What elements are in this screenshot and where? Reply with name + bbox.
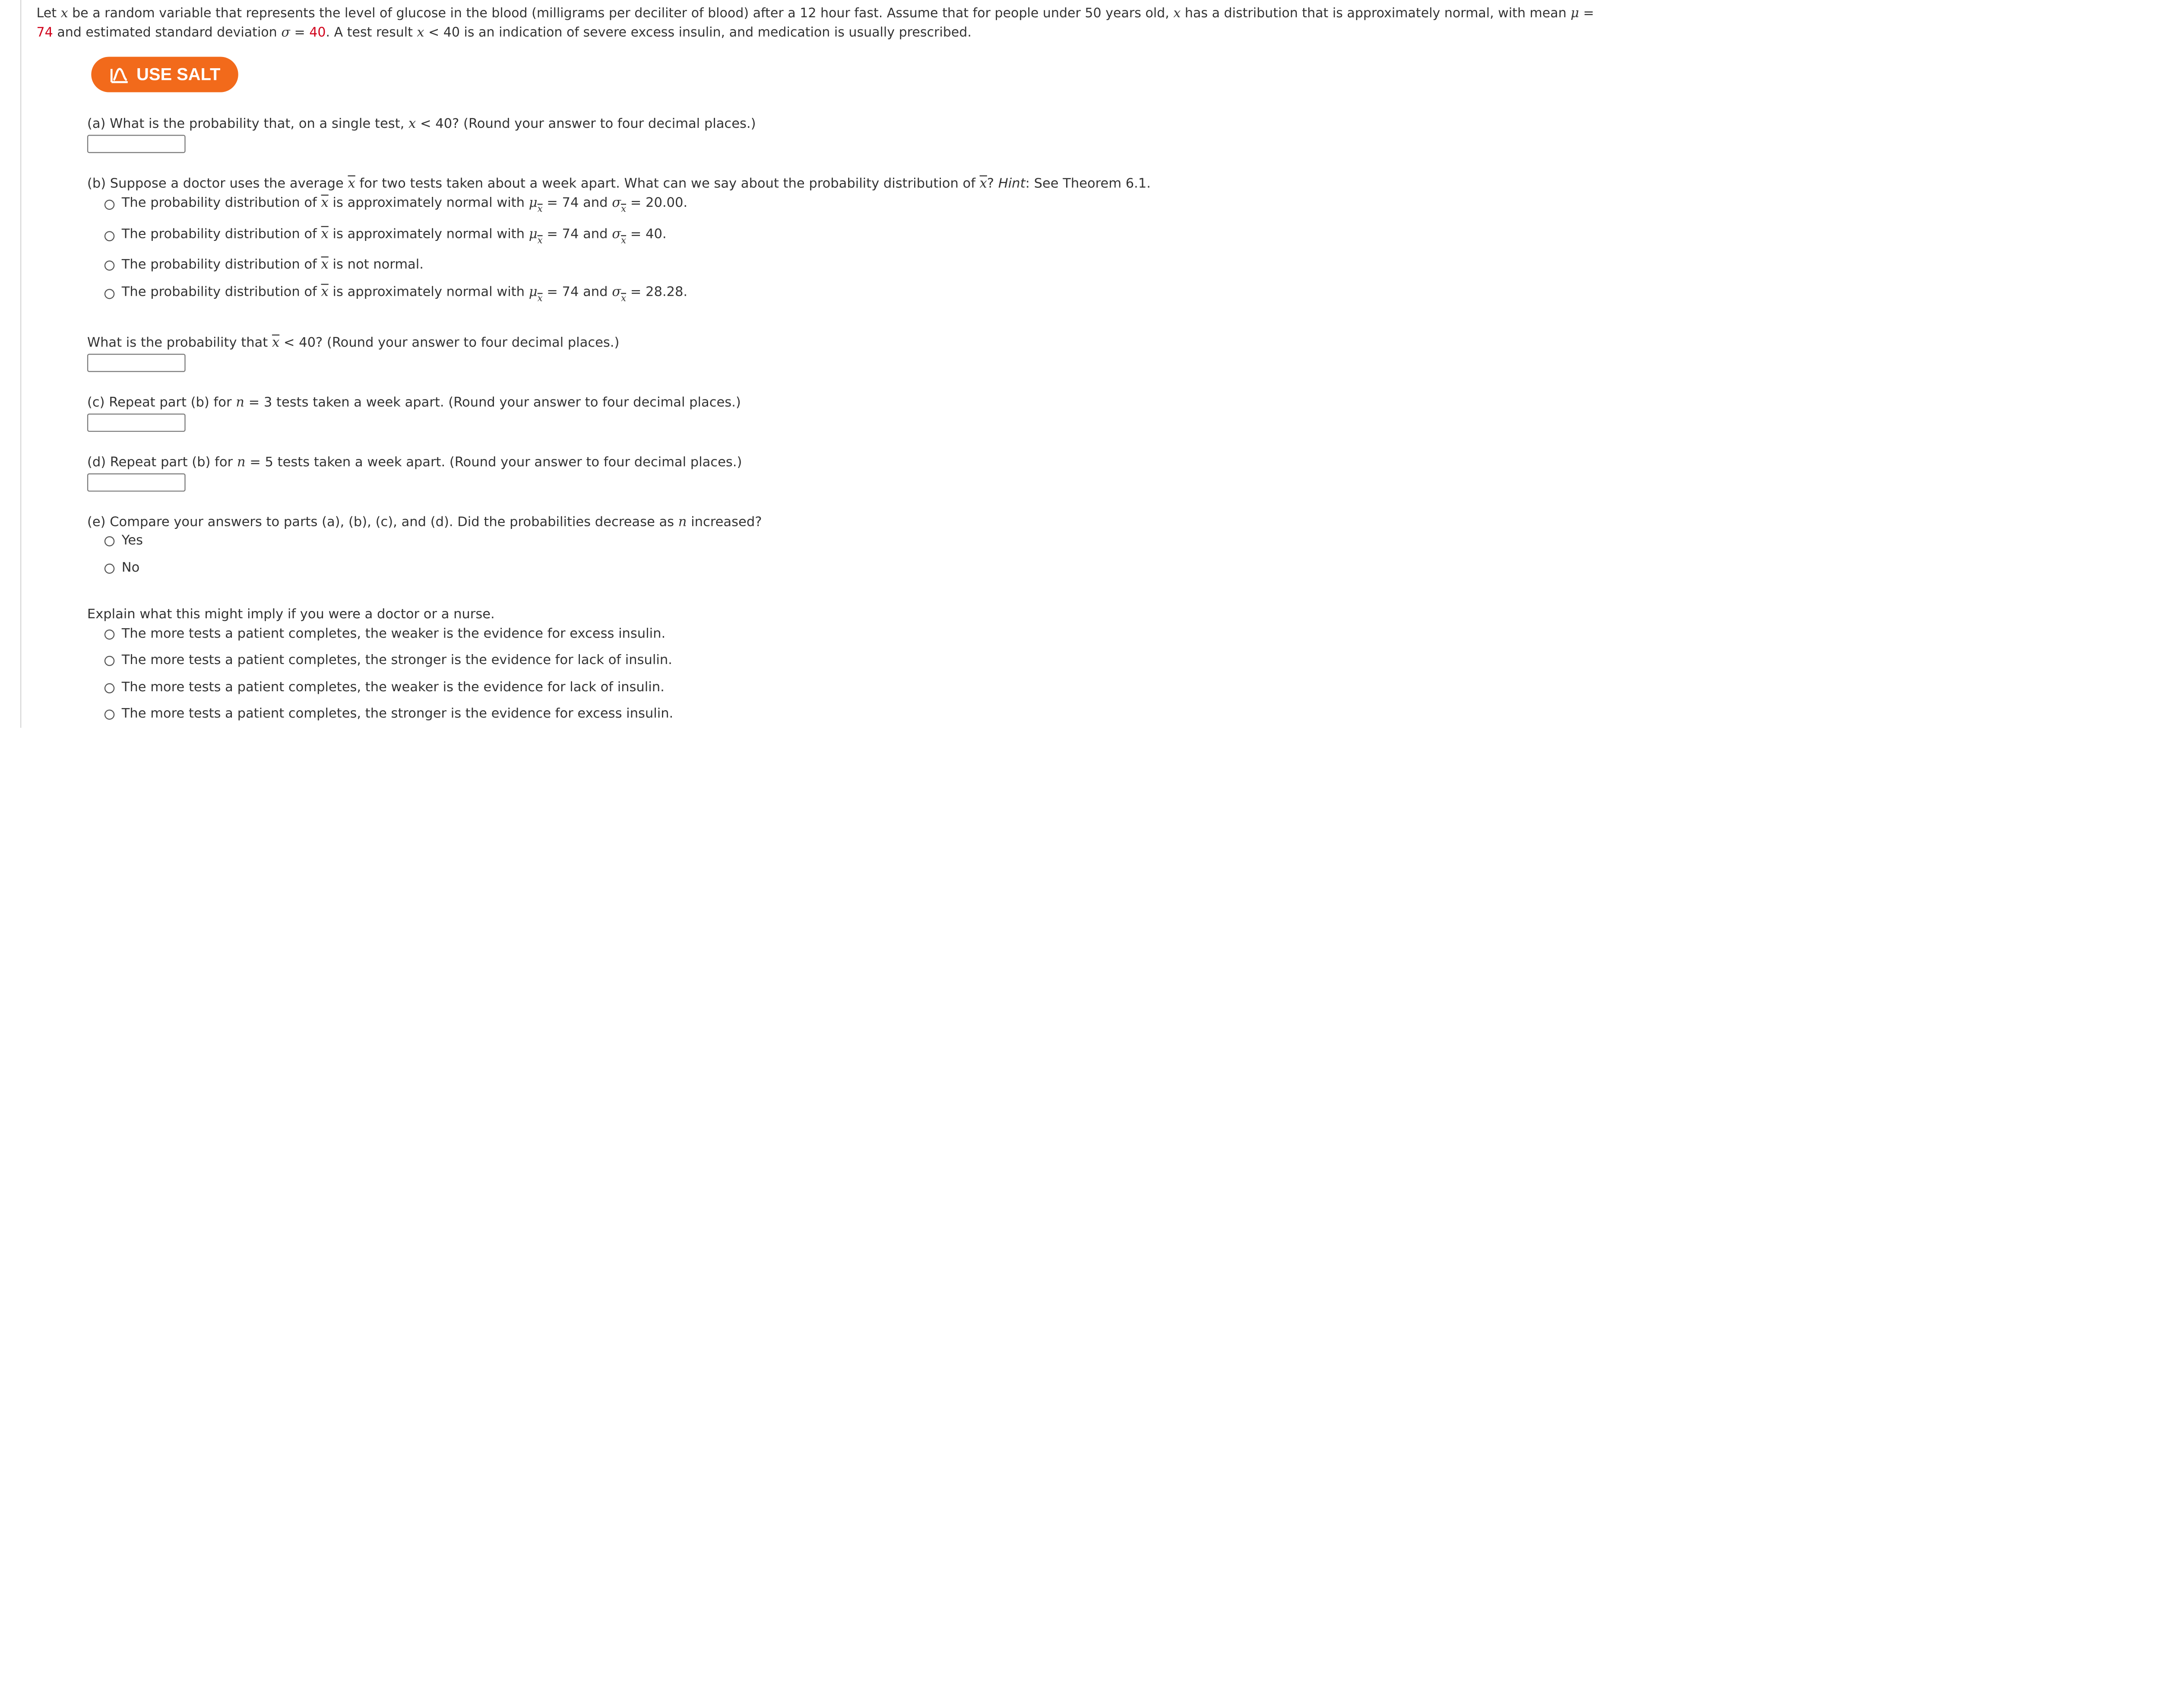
option-sigma-value: = 20.00. — [630, 196, 688, 211]
part-b-option-3[interactable] — [104, 257, 424, 274]
part-c-answer-input[interactable] — [87, 414, 186, 432]
var-xbar: $\overline{x}$ — [348, 176, 355, 192]
var-xbar: $\overline{x}$ — [321, 196, 329, 211]
part-e-option-no[interactable] — [104, 560, 139, 577]
option-text: The more tests a patient completes, the weaker is the evidence for lack of insulin. — [121, 680, 665, 696]
radio-icon[interactable] — [104, 260, 114, 270]
option-sigma-value: = 28.28. — [630, 285, 688, 300]
var-x: x — [417, 25, 424, 41]
var-n: n — [678, 515, 687, 530]
part-b-option-4[interactable] — [104, 285, 687, 302]
part-b-mid: for two tests taken about a week apart. What can we say about the probability distribution of — [359, 176, 975, 192]
mu-symbol: μ — [1570, 6, 1579, 22]
var-n: n — [237, 455, 246, 471]
option-text: No — [121, 560, 140, 576]
use-salt-label: USE SALT — [136, 64, 221, 84]
option-mu-value: = 74 and — [547, 227, 608, 243]
radio-icon[interactable] — [104, 288, 114, 298]
intro-line-1 — [37, 6, 1594, 22]
sigma-symbol: σ — [612, 227, 621, 243]
explain-prompt: Explain what this might imply if you were a doctor or a nurse. — [87, 607, 495, 623]
var-xbar-sub: x — [537, 294, 543, 304]
option-post: is approximately normal with — [332, 196, 525, 211]
mu-symbol: μ — [529, 227, 538, 243]
radio-icon[interactable] — [104, 709, 114, 719]
radio-icon[interactable] — [104, 231, 114, 240]
part-b-text: (b) Suppose a doctor uses the average — [87, 176, 344, 192]
option-text: Yes — [121, 533, 143, 549]
option-text: The more tests a patient completes, the stronger is the evidence for excess insulin. — [121, 706, 674, 722]
var-xbar-sub: x — [537, 205, 543, 215]
part-e-question — [87, 515, 762, 531]
var-xbar: $\overline{x}$ — [321, 285, 329, 300]
var-n: n — [236, 395, 244, 411]
var-xbar-sub: x — [621, 205, 627, 215]
intro-text-2a: and estimated standard deviation — [57, 25, 277, 41]
explain-option-4[interactable] — [104, 706, 673, 723]
part-a-tail: < 40? (Round your answer to four decimal places.) — [420, 116, 756, 132]
option-post: is approximately normal with — [332, 227, 525, 243]
equals-sign: = — [294, 25, 305, 41]
option-mu-value: = 74 and — [547, 285, 608, 300]
option-sigma-value: = 40. — [630, 227, 667, 243]
radio-icon[interactable] — [104, 199, 114, 209]
option-pre: The probability distribution of — [121, 257, 317, 273]
option-text — [122, 196, 687, 213]
var-xbar: $\overline{x}$ — [321, 257, 329, 273]
part-e-text: (e) Compare your answers to parts (a), (b), (c), and (d). Did the probabilities decrease as — [87, 515, 674, 530]
use-salt-button[interactable] — [91, 57, 238, 92]
part-b-followup — [87, 335, 619, 352]
option-post: is not normal. — [332, 257, 424, 273]
part-c-tail: = 3 tests taken a week apart. (Round your answer to four decimal places.) — [248, 395, 741, 411]
mu-symbol: μ — [529, 196, 538, 211]
followup-tail: < 40? (Round your answer to four decimal places.) — [283, 335, 620, 351]
explain-option-1[interactable] — [104, 626, 665, 643]
var-xbar-sub: x — [621, 236, 627, 247]
part-d-answer-input[interactable] — [87, 473, 186, 491]
part-c-question — [87, 395, 741, 412]
radio-icon[interactable] — [104, 629, 114, 639]
mu-symbol: μ — [529, 285, 538, 300]
followup-text: What is the probability that — [87, 335, 268, 351]
sigma-symbol: σ — [612, 285, 621, 300]
intro-text-2c: < 40 is an indication of severe excess insulin, and medication is usually prescribed. — [428, 25, 972, 41]
part-c-text: (c) Repeat part (b) for — [87, 395, 232, 411]
sd-value: 40 — [309, 25, 326, 41]
equals-sign: = — [1583, 6, 1594, 22]
part-a-answer-input[interactable] — [87, 135, 186, 153]
radio-icon[interactable] — [104, 563, 114, 573]
intro-line-2 — [37, 25, 972, 42]
option-text: The more tests a patient completes, the stronger is the evidence for lack of insulin. — [121, 652, 672, 668]
intro-text: be a random variable that represents the level of glucose in the blood (milligrams per deciliter of blood) after a 12 hour fast. Assume that for people under 50 years old, — [72, 6, 1169, 22]
question-mark: ? — [987, 176, 994, 192]
part-d-tail: = 5 tests taken a week apart. (Round your answer to four decimal places.) — [250, 455, 742, 471]
option-pre: The probability distribution of — [121, 196, 317, 211]
var-xbar-sub: x — [537, 236, 543, 247]
var-x: x — [60, 6, 68, 22]
option-text — [121, 227, 667, 247]
part-a-question — [87, 117, 756, 133]
part-e-tail: increased? — [691, 515, 762, 530]
part-b-answer-input[interactable] — [87, 354, 186, 372]
var-x: x — [1173, 6, 1181, 22]
radio-icon[interactable] — [104, 683, 114, 693]
option-text: The more tests a patient completes, the weaker is the evidence for excess insulin. — [121, 626, 666, 642]
question-page — [20, 0, 1594, 728]
intro-text-b: has a distribution that is approximately normal, with mean — [1184, 6, 1567, 22]
part-b-option-1[interactable] — [104, 196, 687, 213]
var-xbar: $\overline{x}$ — [321, 227, 329, 243]
option-mu-value: = 74 and — [547, 196, 608, 211]
var-xbar-sub: x — [621, 294, 627, 304]
var-xbar: $\overline{x}$ — [272, 335, 280, 351]
salt-curve-icon — [109, 65, 130, 83]
intro-let: Let — [36, 6, 57, 22]
radio-icon[interactable] — [104, 536, 114, 546]
intro-text-2b: . A test result — [326, 25, 413, 41]
part-d-question — [87, 455, 742, 471]
option-text — [122, 257, 424, 274]
part-a-text: (a) What is the probability that, on a single test, — [87, 116, 405, 132]
hint-text: : See Theorem 6.1. — [1025, 176, 1151, 192]
sigma-symbol: σ — [281, 25, 290, 41]
part-b-option-2[interactable] — [104, 227, 667, 247]
sigma-symbol: σ — [612, 196, 621, 211]
option-pre: The probability distribution of — [121, 285, 317, 300]
option-post: is approximately normal with — [332, 285, 525, 300]
explain-option-2[interactable] — [104, 653, 672, 669]
radio-icon[interactable] — [104, 656, 114, 666]
mean-value: 74 — [36, 25, 53, 41]
part-b-question — [87, 177, 1151, 193]
part-d-text: (d) Repeat part (b) for — [87, 455, 233, 471]
var-x: x — [408, 116, 416, 132]
explain-option-3[interactable] — [104, 680, 665, 696]
option-pre: The probability distribution of — [121, 227, 317, 243]
option-text — [122, 285, 687, 302]
var-xbar: $\overline{x}$ — [979, 176, 987, 192]
part-e-option-yes[interactable] — [104, 533, 143, 550]
hint-label: Hint — [998, 176, 1026, 192]
